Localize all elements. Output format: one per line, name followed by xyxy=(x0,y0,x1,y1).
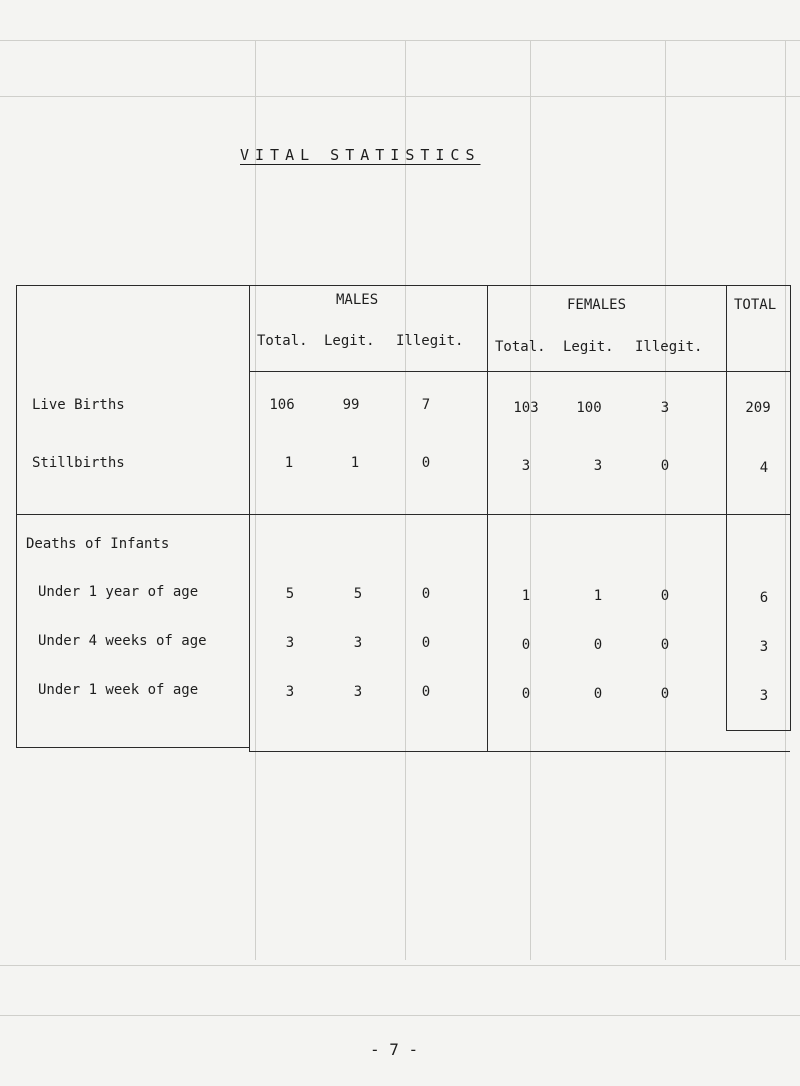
cell: 3 xyxy=(593,458,603,474)
cell: 0 xyxy=(521,686,531,702)
header-females-legit: Legit. xyxy=(563,339,614,355)
cell: 0 xyxy=(660,637,670,653)
cell: 4 xyxy=(759,460,769,476)
cell: 1 xyxy=(350,455,360,471)
row-label-under-4-weeks: Under 4 weeks of age xyxy=(38,633,207,649)
cell: 3 xyxy=(353,635,363,651)
cell: 99 xyxy=(342,397,360,413)
row-label-live-births: Live Births xyxy=(32,397,125,413)
cell: 0 xyxy=(593,637,603,653)
cell: 5 xyxy=(353,586,363,602)
section-heading-deaths: Deaths of Infants xyxy=(26,536,170,552)
header-females-total: Total. xyxy=(495,339,546,355)
row-label-under-1-year: Under 1 year of age xyxy=(38,584,199,600)
cell: 3 xyxy=(759,688,769,704)
header-males-legit: Legit. xyxy=(324,333,375,349)
cell: 0 xyxy=(421,455,431,471)
row-label-under-1-week: Under 1 week of age xyxy=(38,682,199,698)
cell: 0 xyxy=(521,637,531,653)
cell: 106 xyxy=(269,397,295,413)
cell: 3 xyxy=(521,458,531,474)
cell: 0 xyxy=(421,684,431,700)
cell: 0 xyxy=(660,458,670,474)
cell: 3 xyxy=(660,400,670,416)
cell: 7 xyxy=(421,397,431,413)
cell: 5 xyxy=(285,586,295,602)
cell: 100 xyxy=(576,400,602,416)
cell: 0 xyxy=(660,588,670,604)
header-males-total: Total. xyxy=(257,333,308,349)
header-females-illegit: Illegit. xyxy=(635,339,703,355)
header-total: TOTAL xyxy=(734,297,777,313)
header-males: MALES xyxy=(336,292,379,308)
cell: 1 xyxy=(521,588,531,604)
cell: 3 xyxy=(285,684,295,700)
cell: 103 xyxy=(513,400,539,416)
cell: 0 xyxy=(421,586,431,602)
header-females: FEMALES xyxy=(567,297,627,313)
page-title: VITAL STATISTICS xyxy=(240,146,481,164)
cell: 3 xyxy=(353,684,363,700)
cell: 6 xyxy=(759,590,769,606)
cell: 0 xyxy=(421,635,431,651)
cell: 3 xyxy=(759,639,769,655)
cell: 1 xyxy=(284,455,294,471)
cell: 0 xyxy=(660,686,670,702)
header-males-illegit: Illegit. xyxy=(396,333,464,349)
cell: 0 xyxy=(593,686,603,702)
row-label-stillbirths: Stillbirths xyxy=(32,455,125,471)
cell: 3 xyxy=(285,635,295,651)
cell: 1 xyxy=(593,588,603,604)
cell: 209 xyxy=(745,400,771,416)
page-number: - 7 - xyxy=(370,1040,419,1059)
